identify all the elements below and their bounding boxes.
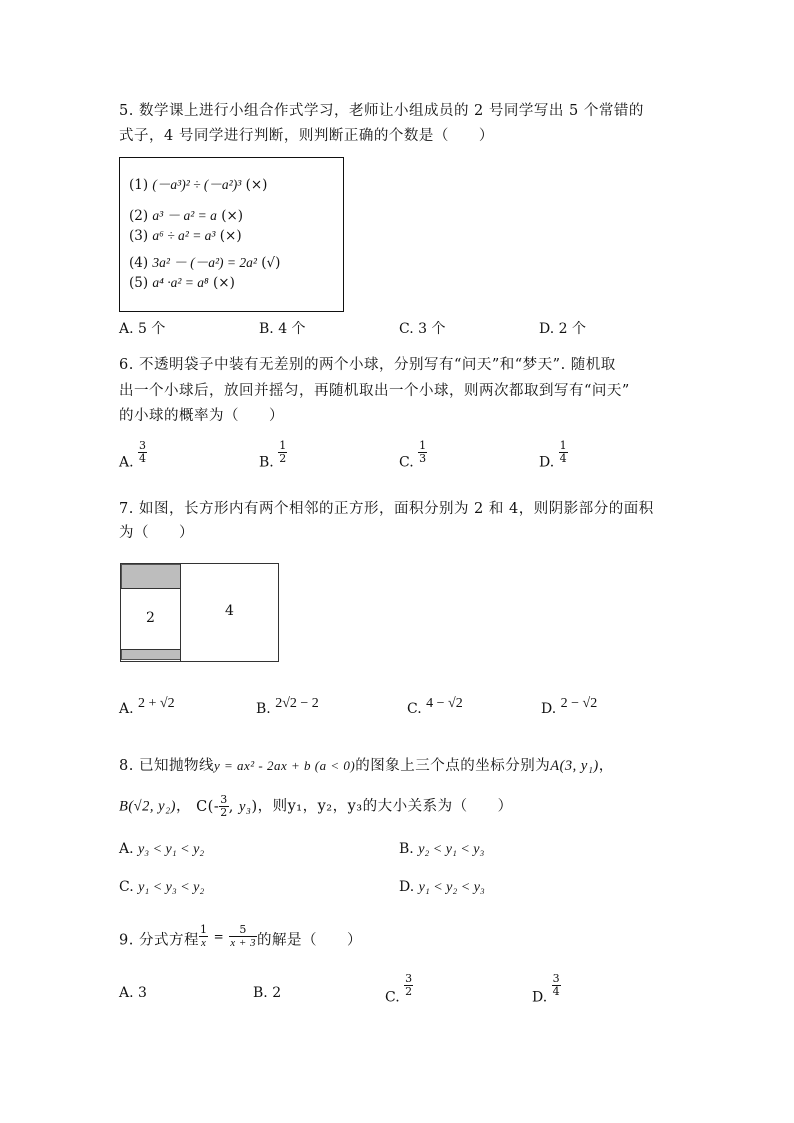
q6-option-a[interactable] (119, 440, 147, 471)
q8-comma: ， (598, 758, 614, 774)
q5-item-mark: (×) (219, 228, 242, 244)
denominator: 2 (405, 985, 413, 998)
option-letter: C. (407, 701, 422, 717)
option-value: 2 (272, 985, 282, 1001)
q7-option-b[interactable] (256, 695, 319, 717)
q5-item-4 (129, 251, 280, 271)
q5-item-expr: a⁴ ·a² = a⁸ (152, 275, 209, 290)
fraction (552, 973, 561, 998)
q5-item-label: (5) (129, 275, 149, 291)
q7-option-c[interactable] (407, 695, 463, 717)
q6-stem-line1: 6. 不透明袋子中装有无差别的两个小球，分别写有“问天”和“梦天”. 随机取 (119, 357, 616, 373)
q8-stem-line1 (119, 754, 614, 775)
option-letter: B. (253, 985, 268, 1001)
fraction-rhs (229, 924, 257, 949)
q5-stem-line1: 5. 数学课上进行小组合作式学习，老师让小组成员的 2 号同学写出 5 个常错的 (119, 103, 644, 119)
q8-option-b[interactable] (399, 841, 484, 858)
option-letter: C. (119, 879, 134, 895)
denominator: x + 3 (230, 937, 257, 949)
option-value: 3 (138, 985, 147, 1001)
q8-option-c[interactable] (119, 879, 204, 896)
denominator: 4 (139, 452, 147, 465)
numerator: 3 (405, 972, 413, 985)
q5-option-b[interactable]: B. 4 个 (259, 321, 306, 337)
numerator: 3 (220, 793, 228, 806)
denominator: 2 (220, 806, 228, 819)
numerator: 1 (279, 439, 287, 452)
option-expr: y₃ < y₁ < y₂ (138, 842, 205, 857)
q8-point-c: C(- $\frac{3}{2}$ , y₃) (196, 793, 258, 819)
option-expr: 4 − √2 (426, 696, 463, 711)
q9-stem (119, 924, 362, 950)
point-c-y: y₃ (238, 798, 252, 815)
q6-option-b[interactable] (259, 440, 287, 471)
q5-item-label: (2) (129, 208, 149, 224)
q5-item-mark: (×) (245, 177, 268, 193)
q5-item-expr: a⁶ ÷ a² = a³ (152, 228, 216, 243)
fraction (418, 440, 427, 465)
q5-item-expr: (－a³)² ÷ (－a²)³ (152, 177, 242, 192)
q6-stem-line2: 出一个小球后，放回并摇匀，再随机取出一个小球，则两次都取到写有“问天” (119, 383, 630, 399)
fraction (404, 973, 413, 998)
numerator: 3 (139, 439, 147, 452)
fraction (278, 440, 287, 465)
q5-item-expr: a³ － a² = a (152, 208, 217, 223)
q6-option-d[interactable] (539, 440, 568, 471)
fraction (138, 440, 147, 465)
q5-option-d[interactable]: D. 2 个 (539, 321, 586, 337)
option-letter: A. (119, 454, 134, 471)
q9-option-d[interactable] (532, 973, 561, 1006)
q9-prefix: 9. 分式方程 (119, 932, 199, 949)
denominator: 4 (552, 985, 560, 998)
option-expr: 2√2 − 2 (275, 696, 319, 711)
fraction (559, 440, 568, 465)
numerator: 3 (552, 972, 560, 985)
small-square-label: 2 (146, 610, 155, 626)
option-letter: D. (539, 454, 555, 471)
q5-item-label: (4) (129, 255, 149, 271)
q5-item-label: (1) (129, 177, 149, 193)
q5-option-a[interactable]: A. 5 个 (119, 321, 166, 337)
q6-stem-line3: 的小球的概率为（ ） (119, 408, 284, 424)
denominator: 4 (559, 452, 567, 465)
q8-stem-line2 (119, 794, 513, 819)
option-expr: y₁ < y₃ < y₂ (138, 880, 205, 895)
q7-option-a[interactable] (119, 695, 175, 717)
option-letter: B. (259, 454, 274, 471)
q8-tail: ，则y₁，y₂，y₃的大小关系为（ ） (257, 798, 513, 815)
option-expr: 2 + √2 (138, 696, 175, 711)
option-expr: y₁ < y₂ < y₃ (418, 880, 485, 895)
shaded-region-top (121, 564, 181, 589)
q5-expression-box (119, 157, 344, 312)
numerator: 5 (229, 924, 257, 937)
q8-parabola: y = ax² - 2ax + b (a < 0) (213, 758, 356, 773)
q5-item-2 (129, 204, 243, 224)
q8-prefix: 8. 已知抛物线 (119, 758, 214, 774)
option-letter: D. (532, 989, 548, 1006)
numerator: 1 (419, 439, 427, 452)
q9-option-b[interactable] (253, 985, 281, 1001)
q9-option-a[interactable] (119, 985, 147, 1001)
q5-item-label: (3) (129, 228, 149, 244)
denominator: 2 (279, 452, 287, 465)
q5-item-mark: (×) (213, 275, 235, 291)
q8-point-b: B(√2, y₂) (119, 798, 176, 815)
q5-option-c[interactable]: C. 3 个 (399, 321, 446, 337)
option-letter: A. (119, 701, 134, 717)
option-letter: A. (119, 841, 134, 857)
q7-stem-line1: 7. 如图，长方形内有两个相邻的正方形，面积分别为 2 和 4，则阴影部分的面积 (119, 501, 654, 517)
fraction (219, 794, 229, 819)
q5-item-3 (129, 228, 242, 244)
option-letter: C. (385, 989, 400, 1006)
q8-point-a: A(3, y₁) (550, 758, 599, 774)
denominator: x (201, 937, 207, 949)
q9-suffix: 的解是（ ） (257, 932, 363, 949)
option-letter: A. (119, 985, 134, 1001)
q7-stem-line2: 为（ ） (119, 525, 194, 541)
q9-option-c[interactable] (385, 973, 413, 1006)
q8-option-d[interactable] (399, 879, 485, 896)
equals-sign: = (213, 929, 225, 944)
q6-option-c[interactable] (399, 440, 427, 471)
q8-sep: ， (175, 798, 191, 815)
q5-item-mark: (√) (261, 255, 281, 271)
option-letter: D. (541, 701, 557, 717)
option-letter: B. (256, 701, 271, 717)
big-square-label: 4 (225, 603, 234, 619)
shaded-region-bottom (121, 649, 181, 660)
option-letter: B. (399, 841, 414, 857)
q5-stem-line2: 式子，4 号同学进行判断，则判断正确的个数是（ ） (119, 128, 494, 144)
point-c-letter: C (196, 798, 208, 815)
q5-item-expr: 3a² － (－a²) = 2a² (152, 255, 257, 270)
q8-mid: 的图象上三个点的坐标分别为 (355, 758, 551, 774)
numerator: 1 (559, 439, 567, 452)
q7-option-d[interactable] (541, 695, 597, 717)
q8-option-a[interactable] (119, 841, 204, 858)
fraction-lhs (199, 924, 209, 949)
option-letter: C. (399, 454, 414, 471)
q5-item-5 (129, 275, 235, 291)
option-expr: 2 − √2 (560, 696, 598, 711)
option-expr: y₂ < y₁ < y₃ (418, 842, 485, 857)
denominator: 3 (419, 452, 427, 465)
q5-item-mark: (×) (221, 208, 244, 224)
option-letter: D. (399, 879, 415, 895)
q5-item-1 (129, 173, 267, 193)
numerator: 1 (199, 923, 208, 936)
